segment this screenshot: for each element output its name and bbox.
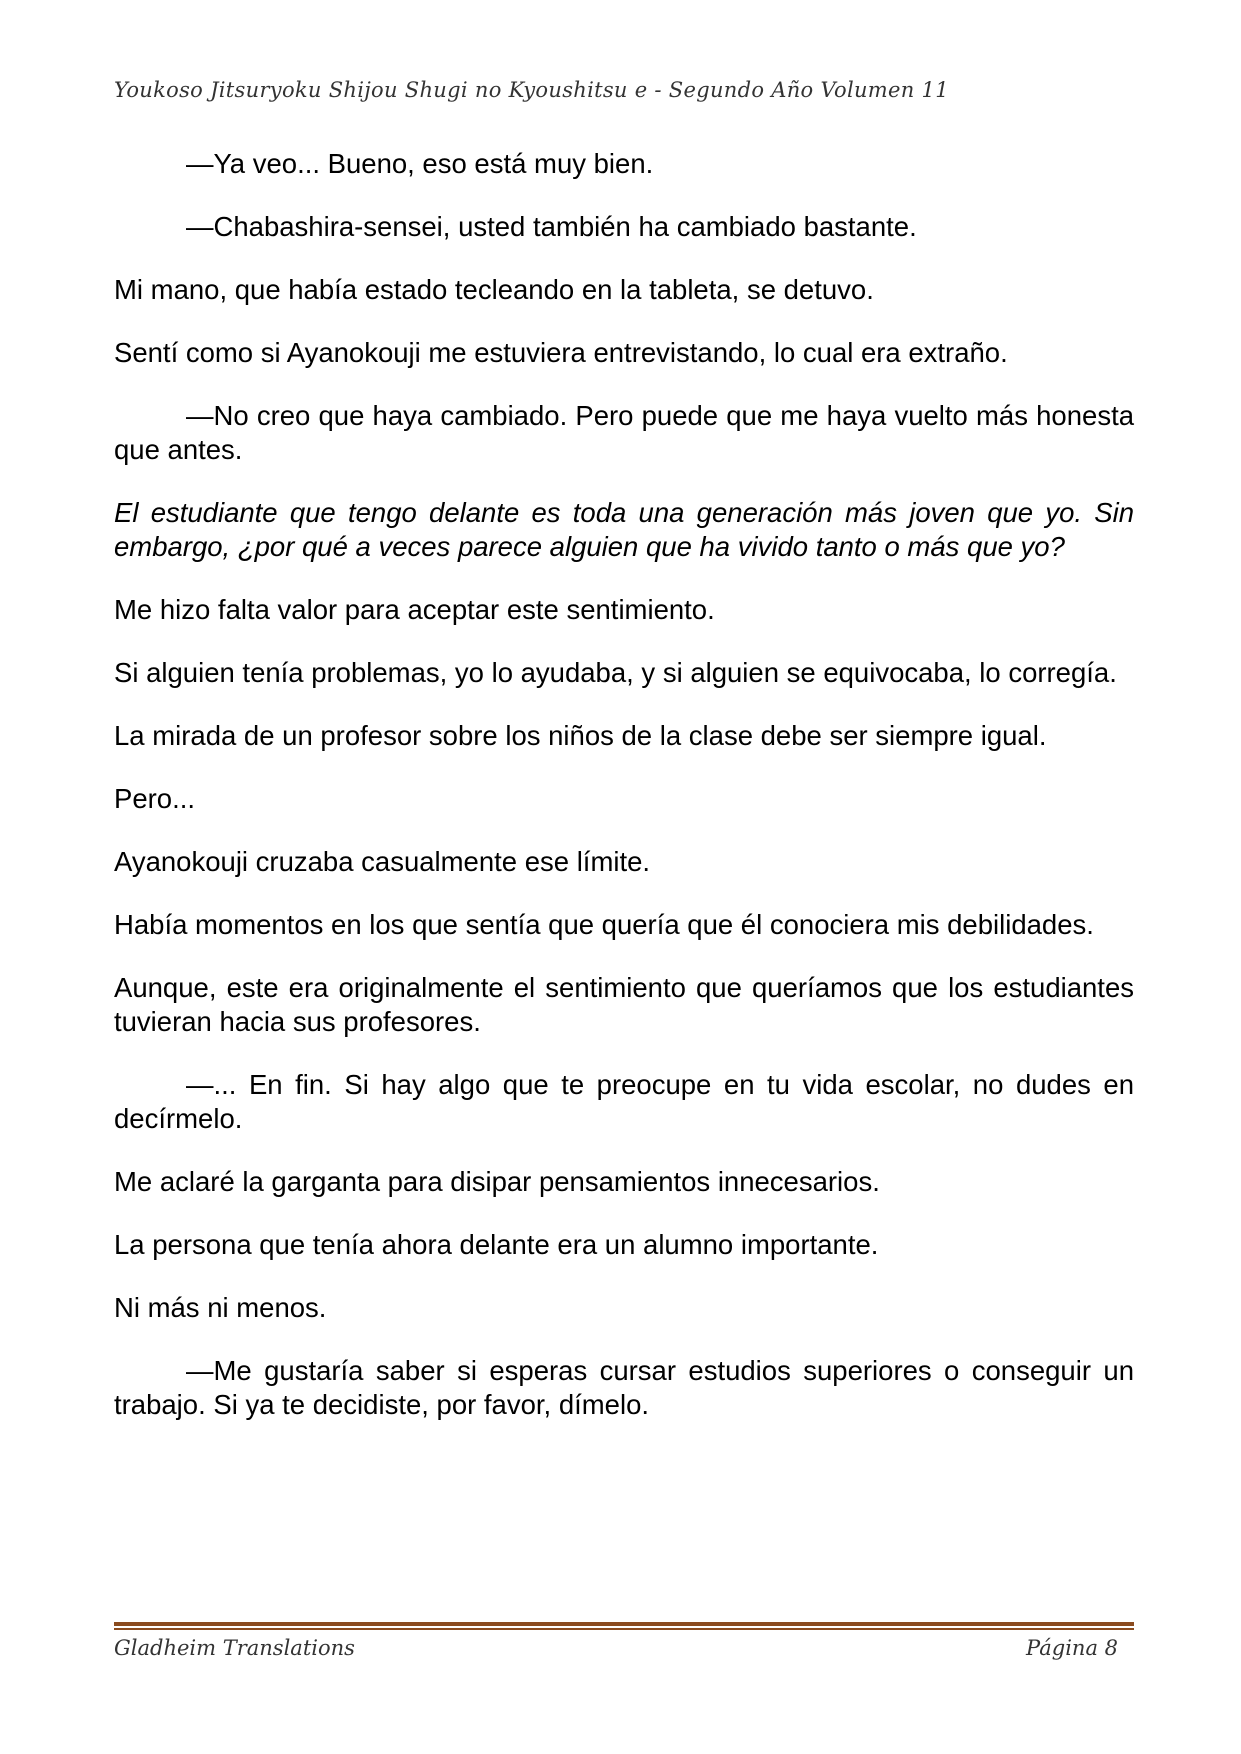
footer-translator: Gladheim Translations bbox=[114, 1636, 355, 1660]
footer-divider-thin bbox=[114, 1628, 1134, 1630]
paragraph: La mirada de un profesor sobre los niños de la clase debe ser siempre igual. bbox=[114, 720, 1047, 751]
paragraph-thought: El estudiante que tengo delante es toda una generación más joven que yo. Sin embargo, ¿por qué a veces parece alguien que ha vivido tanto o más que yo? bbox=[114, 497, 1134, 562]
paragraph: Pero... bbox=[114, 783, 196, 814]
paragraph: Había momentos en los que sentía que quería que él conociera mis debilidades. bbox=[114, 909, 1094, 940]
running-header-title: Youkoso Jitsuryoku Shijou Shugi no Kyoushitsu e - Segundo Año Volumen 11 bbox=[114, 78, 949, 102]
body-text bbox=[114, 147, 1134, 1451]
paragraph: Ni más ni menos. bbox=[114, 1292, 327, 1323]
paragraph-dialogue: —... En fin. Si hay algo que te preocupe en tu vida escolar, no dudes en decírmelo. bbox=[114, 1069, 1134, 1134]
footer-page-number: Página 8 bbox=[1026, 1636, 1118, 1660]
paragraph-dialogue: —No creo que haya cambiado. Pero puede que me haya vuelto más honesta que antes. bbox=[114, 400, 1134, 465]
paragraph: Sentí como si Ayanokouji me estuviera entrevistando, lo cual era extraño. bbox=[114, 337, 1008, 368]
paragraph: La persona que tenía ahora delante era un alumno importante. bbox=[114, 1229, 879, 1260]
paragraph: Aunque, este era originalmente el sentimiento que queríamos que los estudiantes tuvieran hacia sus profesores. bbox=[114, 972, 1134, 1037]
footer-divider-thick bbox=[114, 1622, 1134, 1626]
paragraph-dialogue: —Ya veo... Bueno, eso está muy bien. bbox=[186, 148, 654, 179]
paragraph: Me hizo falta valor para aceptar este sentimiento. bbox=[114, 594, 715, 625]
paragraph: Me aclaré la garganta para disipar pensamientos innecesarios. bbox=[114, 1166, 880, 1197]
paragraph: Si alguien tenía problemas, yo lo ayudaba, y si alguien se equivocaba, lo corregía. bbox=[114, 657, 1117, 688]
paragraph: Mi mano, que había estado tecleando en la tableta, se detuvo. bbox=[114, 274, 874, 305]
paragraph: Ayanokouji cruzaba casualmente ese límite. bbox=[114, 846, 651, 877]
page-footer bbox=[114, 1636, 1118, 1660]
paragraph-dialogue: —Me gustaría saber si esperas cursar estudios superiores o conseguir un trabajo. Si ya te decidiste, por favor, dímelo. bbox=[114, 1355, 1134, 1420]
paragraph-dialogue: —Chabashira-sensei, usted también ha cambiado bastante. bbox=[186, 211, 917, 242]
